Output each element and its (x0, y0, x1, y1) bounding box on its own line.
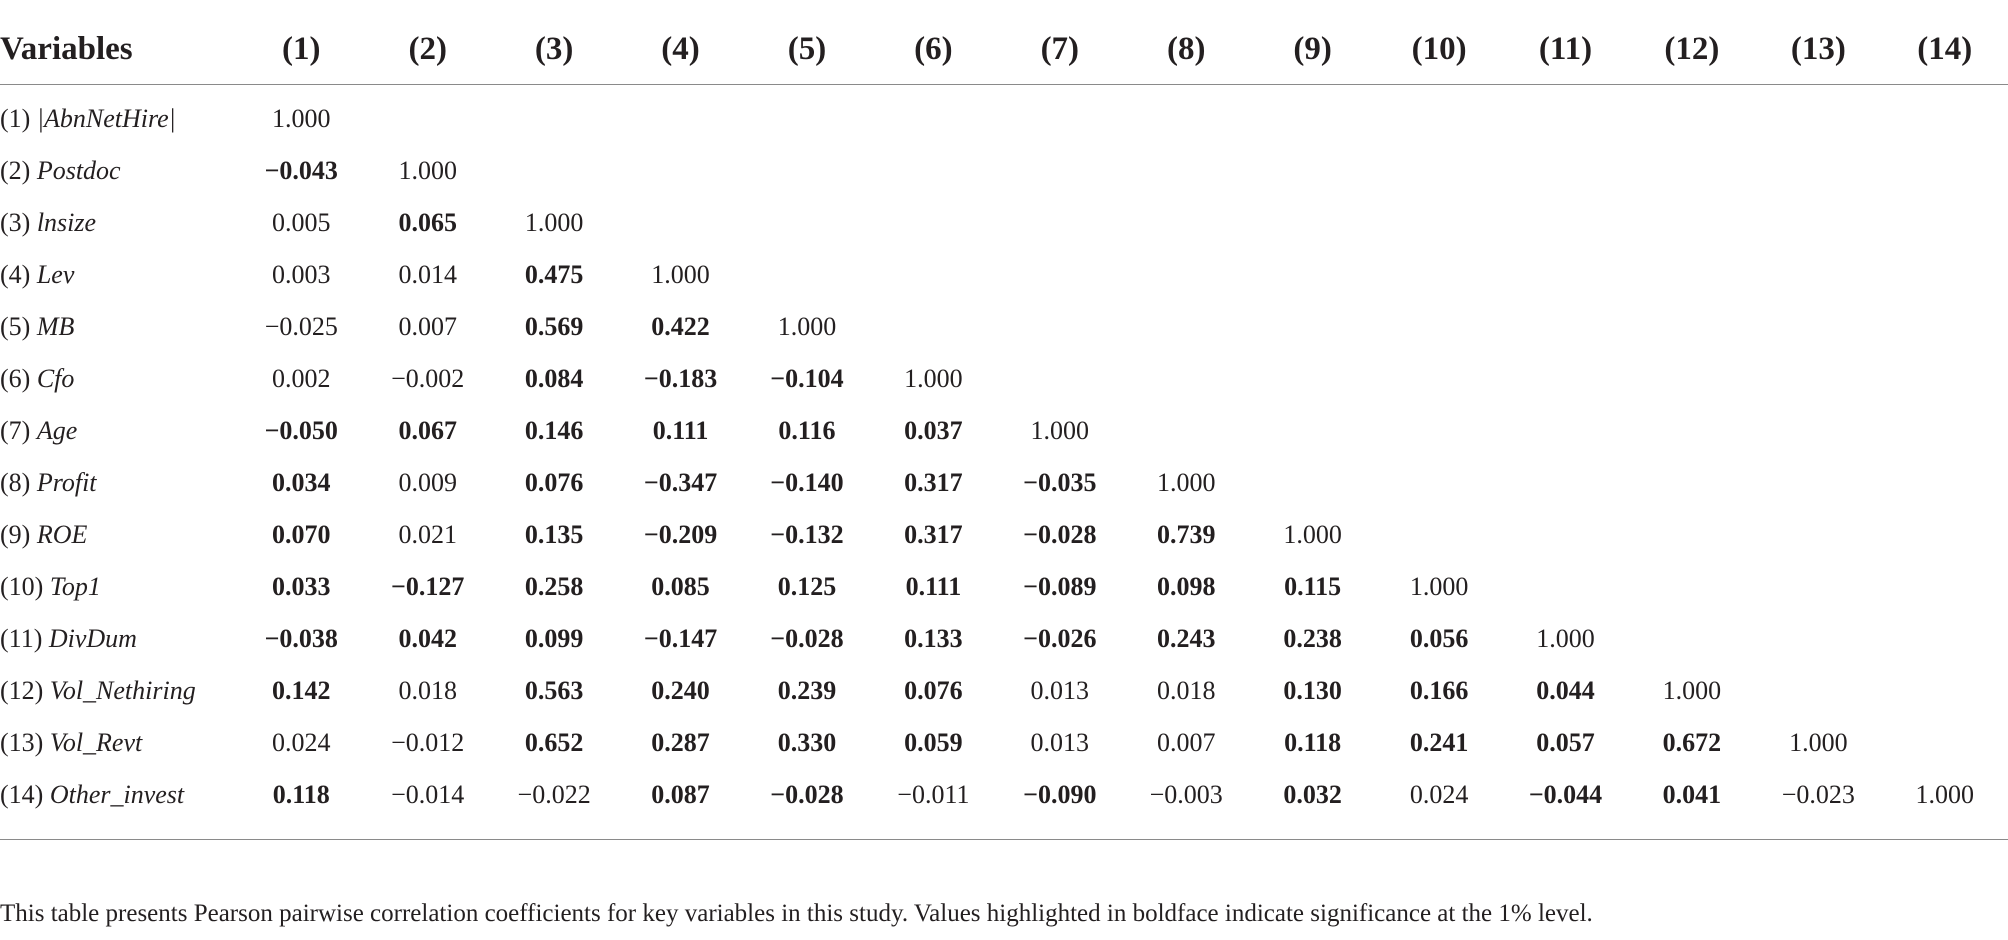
correlation-cell: 1.000 (1882, 769, 2008, 840)
empty-cell (1882, 405, 2008, 457)
correlation-cell: −0.002 (391, 364, 465, 393)
empty-cell (1755, 457, 1881, 509)
empty-cell (1629, 249, 1755, 301)
correlation-cell: 0.563 (524, 676, 584, 705)
correlation-cell: 0.243 (1156, 624, 1216, 653)
column-header-10: (10) (1376, 14, 1502, 85)
empty-cell (1502, 457, 1628, 509)
column-header-5: (5) (744, 14, 870, 85)
empty-cell (1123, 301, 1249, 353)
correlation-cell: −0.043 (264, 156, 338, 185)
empty-cell (1755, 301, 1881, 353)
correlation-cell: 0.652 (524, 728, 584, 757)
table-header (0, 14, 2008, 85)
correlation-cell: 1.000 (1156, 468, 1216, 497)
correlation-cell: 0.037 (904, 416, 963, 445)
table-row (0, 85, 2008, 146)
variable-name: Top1 (49, 572, 101, 601)
variable-number: (7) (0, 416, 31, 445)
variable-name: Other_invest (49, 780, 185, 809)
correlation-cell: −0.028 (770, 624, 844, 653)
empty-cell (1882, 717, 2008, 769)
empty-cell (1376, 301, 1502, 353)
correlation-cell: 0.024 (272, 728, 331, 757)
variable-name: |AbnNetHire| (36, 104, 176, 133)
correlation-cell: 0.672 (1662, 728, 1722, 757)
table-row (0, 353, 2008, 405)
empty-cell (1629, 353, 1755, 405)
empty-cell (870, 197, 996, 249)
empty-cell (1249, 301, 1375, 353)
variable-label (0, 405, 238, 457)
column-header-1: (1) (238, 14, 364, 85)
correlation-cell: 0.146 (524, 416, 584, 445)
correlation-cell: 0.034 (272, 468, 331, 497)
correlation-cell: 0.024 (1376, 769, 1502, 840)
empty-cell (1502, 405, 1628, 457)
empty-cell (1882, 509, 2008, 561)
correlation-cell: 0.099 (524, 624, 584, 653)
correlation-cell: 0.057 (1536, 728, 1595, 757)
correlation-cell: 0.085 (651, 572, 710, 601)
correlation-cell: 0.238 (1283, 624, 1342, 653)
variable-number: (12) (0, 676, 44, 705)
correlation-cell: 0.044 (1536, 676, 1595, 705)
column-header-9: (9) (1249, 14, 1375, 85)
variable-label (0, 561, 238, 613)
correlation-cell: 0.475 (524, 260, 584, 289)
variable-label (0, 613, 238, 665)
correlation-cell: 1.000 (1283, 520, 1342, 549)
correlation-cell: 0.317 (904, 468, 963, 497)
empty-cell (491, 85, 617, 146)
correlation-cell: −0.028 (744, 769, 870, 840)
variable-number: (9) (0, 520, 31, 549)
variable-number: (10) (0, 572, 44, 601)
correlation-cell: 0.018 (398, 676, 457, 705)
correlation-cell: 0.013 (1030, 728, 1090, 757)
correlation-cell: 0.287 (651, 728, 710, 757)
correlation-cell: 0.014 (398, 260, 457, 289)
empty-cell (1629, 85, 1755, 146)
column-header-4: (4) (617, 14, 743, 85)
correlation-cell: 0.032 (1249, 769, 1375, 840)
correlation-cell: −0.023 (1755, 769, 1881, 840)
variable-name: MB (36, 312, 75, 341)
correlation-cell: 0.009 (398, 468, 457, 497)
correlation-cell: −0.147 (643, 624, 718, 653)
correlation-cell: 0.041 (1629, 769, 1755, 840)
empty-cell (1882, 249, 2008, 301)
correlation-cell: −0.090 (997, 769, 1123, 840)
variable-name: Profit (36, 468, 97, 497)
variable-number: (4) (0, 260, 31, 289)
variable-name: Lev (36, 260, 75, 289)
empty-cell (1755, 353, 1881, 405)
empty-cell (1502, 353, 1628, 405)
correlation-cell: 1.000 (272, 104, 331, 133)
empty-cell (1376, 85, 1502, 146)
empty-cell (1502, 197, 1628, 249)
correlation-cell: 0.018 (1156, 676, 1216, 705)
correlation-cell: 0.067 (398, 416, 457, 445)
empty-cell (1882, 85, 2008, 146)
column-header-13: (13) (1755, 14, 1881, 85)
empty-cell (1249, 457, 1375, 509)
correlation-cell: 0.133 (904, 624, 963, 653)
empty-cell (1755, 405, 1881, 457)
correlation-cell: 0.241 (1409, 728, 1469, 757)
empty-cell (1755, 509, 1881, 561)
correlation-cell: −0.209 (643, 520, 718, 549)
table-row (0, 717, 2008, 769)
column-header-6: (6) (870, 14, 996, 85)
correlation-cell: −0.022 (491, 769, 617, 840)
column-header-3: (3) (491, 14, 617, 85)
empty-cell (1882, 353, 2008, 405)
empty-cell (1629, 405, 1755, 457)
variable-name: DivDum (48, 624, 137, 653)
empty-cell (1502, 561, 1628, 613)
empty-cell (997, 249, 1123, 301)
table-row (0, 613, 2008, 665)
variable-name: lnsize (36, 208, 97, 237)
empty-cell (1755, 613, 1881, 665)
correlation-cell: 0.042 (398, 624, 457, 653)
empty-cell (1123, 405, 1249, 457)
correlation-cell: 0.125 (777, 572, 837, 601)
variable-name: Cfo (36, 364, 75, 393)
variable-label (0, 353, 238, 405)
empty-cell (1123, 197, 1249, 249)
correlation-cell: 1.000 (1662, 676, 1722, 705)
table-row (0, 145, 2008, 197)
header-row (0, 14, 2008, 85)
correlation-cell: −0.347 (643, 468, 718, 497)
variable-name: Postdoc (36, 156, 121, 185)
variable-number: (8) (0, 468, 31, 497)
correlation-table (0, 14, 2008, 840)
correlation-cell: 0.087 (617, 769, 743, 840)
empty-cell (1249, 145, 1375, 197)
empty-cell (1629, 509, 1755, 561)
correlation-cell: 1.000 (904, 364, 963, 393)
correlation-cell: −0.140 (770, 468, 844, 497)
correlation-cell: 0.569 (524, 312, 584, 341)
empty-cell (1755, 249, 1881, 301)
empty-cell (1755, 665, 1881, 717)
variable-label (0, 249, 238, 301)
correlation-cell: 1.000 (524, 208, 584, 237)
correlation-cell: 0.111 (905, 572, 962, 601)
correlation-cell: −0.104 (770, 364, 844, 393)
variable-number: (11) (0, 624, 43, 653)
correlation-cell: −0.132 (770, 520, 844, 549)
empty-cell (1376, 353, 1502, 405)
empty-cell (1502, 509, 1628, 561)
empty-cell (1123, 353, 1249, 405)
correlation-cell: 0.317 (904, 520, 963, 549)
variable-name: Age (36, 416, 78, 445)
correlation-cell: 0.002 (272, 364, 331, 393)
empty-cell (1882, 665, 2008, 717)
correlation-cell: 0.142 (272, 676, 331, 705)
variable-number: (5) (0, 312, 31, 341)
correlation-cell: −0.044 (1502, 769, 1628, 840)
variable-label (0, 145, 238, 197)
empty-cell (1882, 301, 2008, 353)
column-header-2: (2) (364, 14, 490, 85)
empty-cell (1629, 197, 1755, 249)
correlation-cell: 0.007 (1156, 728, 1216, 757)
column-header-7: (7) (997, 14, 1123, 85)
correlation-cell: 1.000 (398, 156, 457, 185)
table-row (0, 457, 2008, 509)
correlation-cell: −0.127 (391, 572, 465, 601)
correlation-cell: −0.028 (1023, 520, 1097, 549)
variable-label (0, 509, 238, 561)
correlation-cell: 0.739 (1156, 520, 1216, 549)
empty-cell (1882, 197, 2008, 249)
empty-cell (617, 85, 743, 146)
empty-cell (1629, 145, 1755, 197)
empty-cell (1755, 197, 1881, 249)
variable-number: (6) (0, 364, 31, 393)
empty-cell (744, 249, 870, 301)
empty-cell (1755, 85, 1881, 146)
table-row (0, 665, 2008, 717)
empty-cell (744, 197, 870, 249)
empty-cell (1629, 613, 1755, 665)
correlation-cell: 0.166 (1409, 676, 1469, 705)
variable-number: (3) (0, 208, 31, 237)
correlation-cell: −0.012 (391, 728, 465, 757)
empty-cell (870, 85, 996, 146)
empty-cell (1123, 85, 1249, 146)
empty-cell (1502, 249, 1628, 301)
table-row (0, 509, 2008, 561)
variable-number: (2) (0, 156, 31, 185)
table-row (0, 301, 2008, 353)
empty-cell (1376, 145, 1502, 197)
empty-cell (1629, 457, 1755, 509)
column-header-14: (14) (1882, 14, 2008, 85)
variable-number: (14) (0, 780, 44, 809)
empty-cell (870, 145, 996, 197)
empty-cell (997, 145, 1123, 197)
empty-cell (1376, 509, 1502, 561)
variable-name: Vol_Revt (49, 728, 143, 757)
correlation-cell: 0.130 (1283, 676, 1342, 705)
empty-cell (1755, 561, 1881, 613)
empty-cell (1249, 85, 1375, 146)
correlation-cell: 0.065 (398, 208, 457, 237)
correlation-cell: 0.115 (1284, 572, 1342, 601)
empty-cell (997, 353, 1123, 405)
correlation-cell: 0.118 (1284, 728, 1342, 757)
correlation-cell: 0.330 (777, 728, 837, 757)
correlation-cell: −0.050 (264, 416, 338, 445)
empty-cell (617, 145, 743, 197)
table-row (0, 561, 2008, 613)
variable-label (0, 457, 238, 509)
correlation-cell: 0.003 (272, 260, 331, 289)
correlation-cell: −0.035 (1023, 468, 1097, 497)
empty-cell (1123, 145, 1249, 197)
correlation-cell: 0.422 (651, 312, 710, 341)
correlation-cell: −0.014 (364, 769, 490, 840)
correlation-cell: 1.000 (1536, 624, 1595, 653)
correlation-cell: −0.026 (1023, 624, 1097, 653)
variable-label (0, 197, 238, 249)
variable-number: (1) (0, 104, 31, 133)
empty-cell (870, 249, 996, 301)
table-row (0, 769, 2008, 840)
variable-name: Vol_Nethiring (49, 676, 196, 705)
empty-cell (744, 145, 870, 197)
correlation-cell: 0.021 (398, 520, 457, 549)
table-note: This table presents Pearson pairwise correlation coefficients for key variables in this study. Values highlighted in boldface indicate significance at the 1% level. (0, 900, 1593, 927)
correlation-cell: 0.116 (778, 416, 836, 445)
correlation-cell: 0.135 (524, 520, 584, 549)
empty-cell (1502, 145, 1628, 197)
empty-cell (1882, 145, 2008, 197)
empty-cell (1882, 561, 2008, 613)
empty-cell (1123, 249, 1249, 301)
empty-cell (870, 301, 996, 353)
empty-cell (997, 197, 1123, 249)
empty-cell (1249, 353, 1375, 405)
correlation-cell: −0.089 (1023, 572, 1097, 601)
empty-cell (1249, 249, 1375, 301)
correlation-cell: 1.000 (1030, 416, 1090, 445)
variable-label (0, 301, 238, 353)
variable-label (0, 665, 238, 717)
correlation-cell: 0.007 (398, 312, 457, 341)
empty-cell (1629, 301, 1755, 353)
empty-cell (1376, 457, 1502, 509)
empty-cell (1376, 405, 1502, 457)
variable-label (0, 769, 238, 840)
correlation-cell: 0.005 (272, 208, 331, 237)
empty-cell (1755, 145, 1881, 197)
correlation-cell: 0.240 (651, 676, 710, 705)
empty-cell (1376, 249, 1502, 301)
column-header-8: (8) (1123, 14, 1249, 85)
correlation-cell: 0.056 (1409, 624, 1469, 653)
table-row (0, 405, 2008, 457)
column-header-variables: Variables (0, 14, 238, 85)
correlation-cell: 0.076 (904, 676, 963, 705)
correlation-cell: 0.084 (524, 364, 584, 393)
correlation-cell: 0.258 (524, 572, 584, 601)
correlation-cell: −0.183 (643, 364, 718, 393)
variable-label (0, 85, 238, 146)
correlation-cell: 0.239 (777, 676, 837, 705)
empty-cell (1502, 301, 1628, 353)
correlation-cell: 0.098 (1156, 572, 1216, 601)
correlation-cell: 0.111 (652, 416, 709, 445)
correlation-cell: 0.013 (1030, 676, 1090, 705)
table-row (0, 249, 2008, 301)
correlation-cell: 1.000 (1789, 728, 1848, 757)
correlation-cell: 1.000 (1409, 572, 1469, 601)
column-header-11: (11) (1502, 14, 1628, 85)
empty-cell (617, 197, 743, 249)
correlation-cell: 0.033 (272, 572, 331, 601)
empty-cell (744, 85, 870, 146)
column-header-12: (12) (1629, 14, 1755, 85)
empty-cell (1882, 613, 2008, 665)
empty-cell (491, 145, 617, 197)
table-row (0, 197, 2008, 249)
variable-name: ROE (36, 520, 88, 549)
variable-number: (13) (0, 728, 44, 757)
empty-cell (1502, 85, 1628, 146)
empty-cell (1249, 405, 1375, 457)
empty-cell (997, 301, 1123, 353)
correlation-cell: −0.025 (264, 312, 338, 341)
empty-cell (364, 85, 490, 146)
empty-cell (1376, 197, 1502, 249)
correlation-cell: −0.011 (870, 769, 996, 840)
correlation-cell: 0.070 (272, 520, 331, 549)
variable-label (0, 717, 238, 769)
empty-cell (1249, 197, 1375, 249)
correlation-cell: 0.118 (238, 769, 364, 840)
empty-cell (1629, 561, 1755, 613)
correlation-cell: 1.000 (777, 312, 837, 341)
empty-cell (997, 85, 1123, 146)
correlation-cell: 0.059 (904, 728, 963, 757)
correlation-cell: 0.076 (524, 468, 584, 497)
correlation-cell: −0.038 (264, 624, 338, 653)
correlation-cell: 1.000 (651, 260, 710, 289)
correlation-cell: −0.003 (1123, 769, 1249, 840)
empty-cell (1882, 457, 2008, 509)
table-body (0, 85, 2008, 840)
